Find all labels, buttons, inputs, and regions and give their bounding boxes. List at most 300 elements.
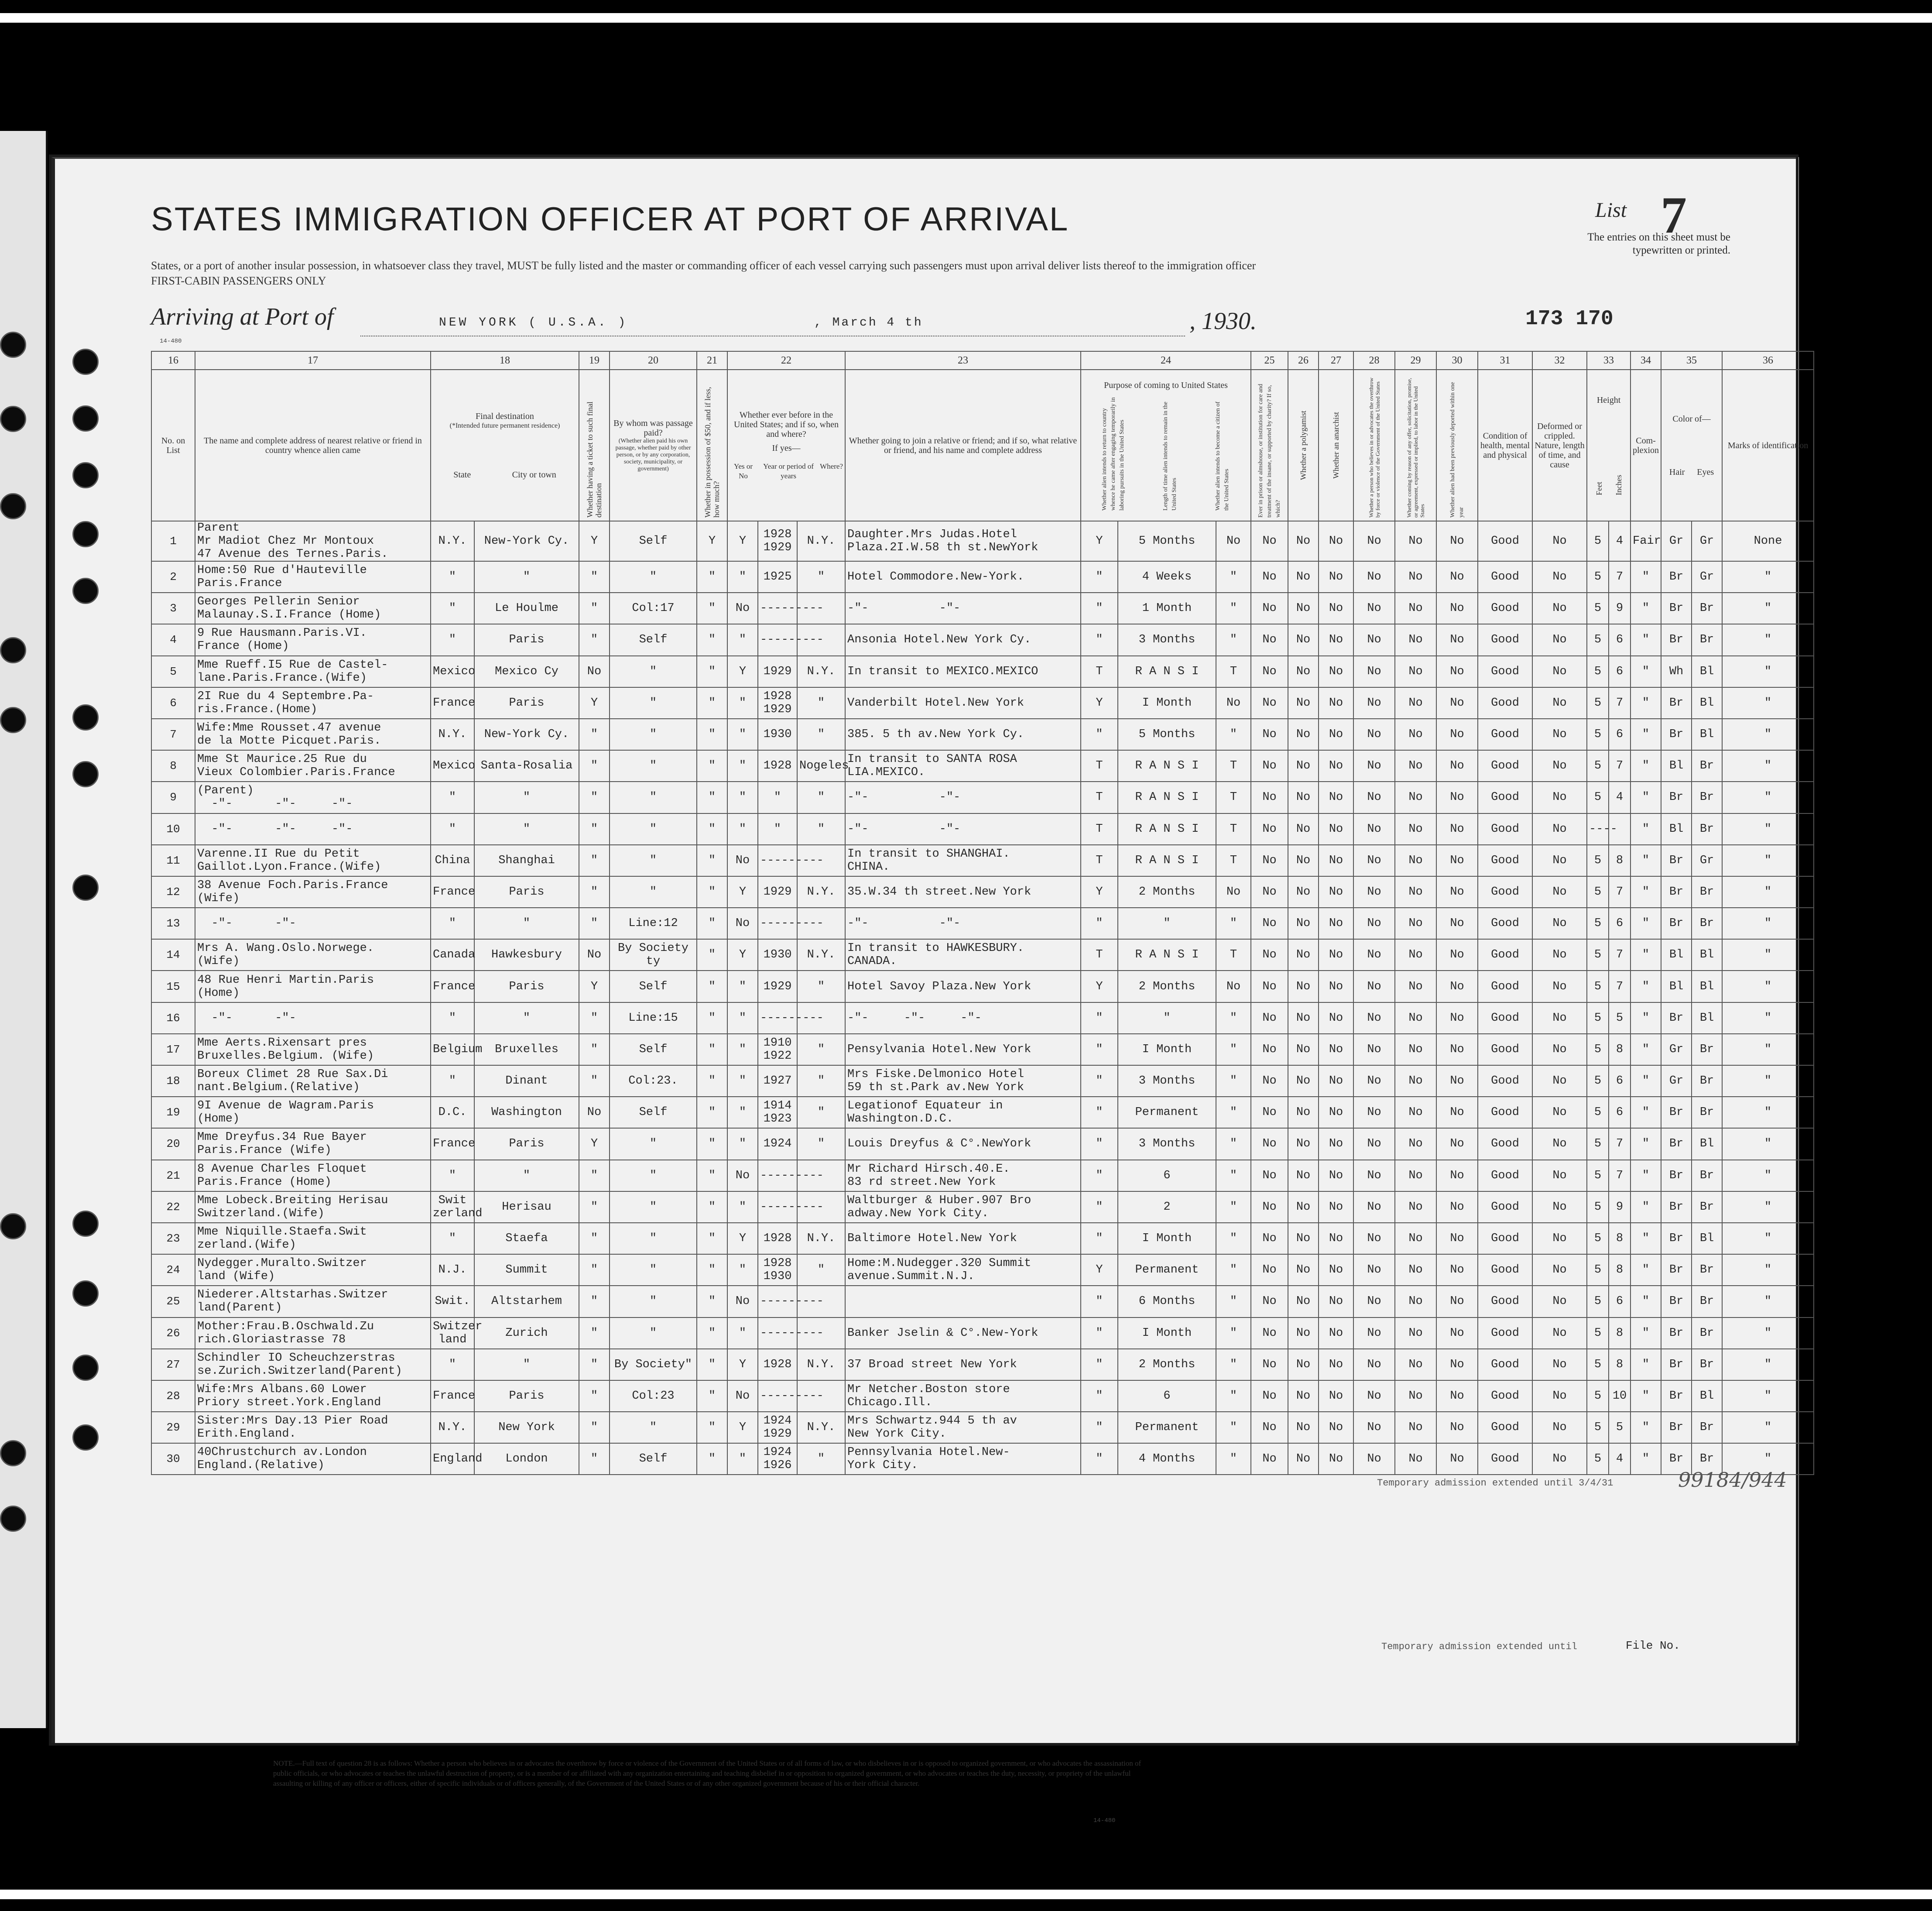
return: Y xyxy=(1081,521,1118,561)
before-years: 1929 xyxy=(758,656,797,687)
prison: No xyxy=(1251,845,1288,876)
labor-contract: No xyxy=(1395,876,1436,908)
prison: No xyxy=(1251,750,1288,782)
length-of-stay: 4 Months xyxy=(1118,1443,1216,1475)
deported: No xyxy=(1436,1412,1478,1443)
citizen: " xyxy=(1216,719,1251,750)
before-in-us: " xyxy=(727,1002,758,1034)
joining: Hotel Savoy Plaza.New York xyxy=(845,971,1081,1002)
height-feet: 5 xyxy=(1587,1097,1609,1128)
dest-city: London xyxy=(474,1443,579,1475)
table-row xyxy=(151,1002,1814,1034)
col-num: 23 xyxy=(845,351,1081,370)
col-num: 36 xyxy=(1722,351,1814,370)
anarchist: No xyxy=(1319,1412,1353,1443)
ticket: " xyxy=(579,782,610,813)
height-inches: 8 xyxy=(1609,1223,1631,1254)
overthrow: No xyxy=(1353,1254,1395,1286)
money: " xyxy=(697,1317,727,1349)
labor-contract: No xyxy=(1395,1443,1436,1475)
ticket: No xyxy=(579,939,610,971)
complexion: " xyxy=(1631,719,1661,750)
return: Y xyxy=(1081,971,1118,1002)
labor-contract: No xyxy=(1395,1286,1436,1317)
deformed: No xyxy=(1532,1191,1587,1223)
dest-state: Swit. xyxy=(431,1286,474,1317)
header-state: State xyxy=(453,470,471,480)
header-passage-paid-text: By whom was passage paid? xyxy=(613,418,693,438)
row-number: 24 xyxy=(151,1254,195,1286)
height-feet: 5 xyxy=(1587,687,1609,719)
prison: No xyxy=(1251,1412,1288,1443)
prison: No xyxy=(1251,1002,1288,1034)
marks: " xyxy=(1722,876,1814,908)
complexion: " xyxy=(1631,1412,1661,1443)
labor-contract: No xyxy=(1395,1412,1436,1443)
prison: No xyxy=(1251,1380,1288,1412)
punch-hole xyxy=(72,578,99,604)
ticket: Y xyxy=(579,1128,610,1160)
ticket: " xyxy=(579,593,610,624)
admission-stamp: Temporary admission extended until 3/4/31 xyxy=(1377,1478,1613,1489)
before-in-us: " xyxy=(727,750,758,782)
header-inches: Inches xyxy=(1614,475,1623,495)
health: Good xyxy=(1478,1223,1532,1254)
binder-hole xyxy=(0,1440,26,1466)
complexion: " xyxy=(1631,908,1661,939)
before-in-us: " xyxy=(727,687,758,719)
labor-contract: No xyxy=(1395,782,1436,813)
return: " xyxy=(1081,1065,1118,1097)
citizen: T xyxy=(1216,813,1251,845)
deformed: No xyxy=(1532,845,1587,876)
ticket: " xyxy=(579,1443,610,1475)
labor-contract: No xyxy=(1395,656,1436,687)
complexion: " xyxy=(1631,813,1661,845)
joining: Mr Netcher.Boston store Chicago.Ill. xyxy=(845,1380,1081,1412)
money: " xyxy=(697,813,727,845)
binder-hole xyxy=(0,707,26,733)
joining: Mr Richard Hirsch.40.E. 83 rd street.New York xyxy=(845,1160,1081,1191)
prison: No xyxy=(1251,813,1288,845)
marks: " xyxy=(1722,656,1814,687)
complexion: " xyxy=(1631,939,1661,971)
height-inches: 7 xyxy=(1609,939,1631,971)
header-money xyxy=(697,370,727,521)
labor-contract: No xyxy=(1395,1128,1436,1160)
before-years: 1925 xyxy=(758,561,797,593)
health: Good xyxy=(1478,561,1532,593)
eye-color: Bl xyxy=(1692,1223,1722,1254)
ticket: " xyxy=(579,1191,610,1223)
deported: No xyxy=(1436,750,1478,782)
length-of-stay: 3 Months xyxy=(1118,1128,1216,1160)
height-inches: 4 xyxy=(1609,782,1631,813)
polygamist: No xyxy=(1288,971,1319,1002)
return: T xyxy=(1081,939,1118,971)
instructions: States, or a port of another insular possession, in whatsoever class they travel, MUST be fully listed and the master or commanding officer of each vessel carrying such passengers must upon arrival deliver lists thereof to the immigration officer xyxy=(151,259,1256,272)
table-row xyxy=(151,813,1814,845)
col-num: 22 xyxy=(727,351,845,370)
before-in-us: " xyxy=(727,624,758,655)
header-feet: Feet xyxy=(1594,481,1603,495)
header-labor-text: Whether coming by reason of any offer, solicitation, promise, or agreement, expressed or implied, to labor in the United States xyxy=(1406,377,1426,518)
punch-hole xyxy=(72,1280,99,1307)
header-list-number: No. on List xyxy=(151,370,195,521)
health: Good xyxy=(1478,1443,1532,1475)
height-feet: 5 xyxy=(1587,1443,1609,1475)
before-where: N.Y. xyxy=(797,656,845,687)
prison: No xyxy=(1251,1254,1288,1286)
prison: No xyxy=(1251,1317,1288,1349)
polygamist: No xyxy=(1288,1034,1319,1065)
money: " xyxy=(697,719,727,750)
eye-color: Br xyxy=(1692,908,1722,939)
relative-address: 9I Avenue de Wagram.Paris (Home) xyxy=(195,1097,431,1128)
anarchist: No xyxy=(1319,593,1353,624)
citizen: T xyxy=(1216,656,1251,687)
money: " xyxy=(697,1380,727,1412)
complexion: Fair xyxy=(1631,521,1661,561)
deported: No xyxy=(1436,845,1478,876)
height-feet: 5 xyxy=(1587,1002,1609,1034)
header-prison-text: Ever in prison or almshouse, or institution for care and treatment of the insane, or supported by charity? If so, which? xyxy=(1257,384,1281,518)
complexion: " xyxy=(1631,1254,1661,1286)
table-row xyxy=(151,1380,1814,1412)
header-overthrow xyxy=(1353,370,1395,521)
dest-city: New-York Cy. xyxy=(474,719,579,750)
before-years: --------- xyxy=(758,1380,797,1412)
prison: No xyxy=(1251,1128,1288,1160)
money: " xyxy=(697,750,727,782)
height-inches: 8 xyxy=(1609,1317,1631,1349)
relative-address: 2I Rue du 4 Septembre.Pa- ris.France.(Home) xyxy=(195,687,431,719)
complexion: " xyxy=(1631,1286,1661,1317)
table-row xyxy=(151,971,1814,1002)
header-polygamist xyxy=(1288,370,1319,521)
marks: " xyxy=(1722,939,1814,971)
return: T xyxy=(1081,813,1118,845)
relative-address: 48 Rue Henri Martin.Paris (Home) xyxy=(195,971,431,1002)
typewritten-note: The entries on this sheet must be typewritten or printed. xyxy=(1587,231,1730,256)
relative-address: Schindler IO Scheuchzerstras se.Zurich.Switzerland(Parent) xyxy=(195,1349,431,1380)
joining: Ansonia Hotel.New York Cy. xyxy=(845,624,1081,655)
deformed: No xyxy=(1532,1349,1587,1380)
ticket: " xyxy=(579,1002,610,1034)
citizen: " xyxy=(1216,1002,1251,1034)
complexion: " xyxy=(1631,561,1661,593)
binder-hole xyxy=(0,406,26,432)
height-feet: ---- xyxy=(1587,813,1609,845)
row-number: 8 xyxy=(151,750,195,782)
deformed: No xyxy=(1532,1034,1587,1065)
hair-color: Gr xyxy=(1661,1065,1692,1097)
marks: " xyxy=(1722,813,1814,845)
money: " xyxy=(697,1034,727,1065)
row-number: 25 xyxy=(151,1286,195,1317)
dest-city: Summit xyxy=(474,1254,579,1286)
deported: No xyxy=(1436,624,1478,655)
labor-contract: No xyxy=(1395,687,1436,719)
deformed: No xyxy=(1532,971,1587,1002)
money: " xyxy=(697,1065,727,1097)
eye-color: Gr xyxy=(1692,561,1722,593)
arrival-year: , 1930. xyxy=(1189,308,1257,335)
polygamist: No xyxy=(1288,1317,1319,1349)
reference-number: 173 170 xyxy=(1525,307,1613,331)
marks: " xyxy=(1722,1160,1814,1191)
overthrow: No xyxy=(1353,908,1395,939)
hair-color: Gr xyxy=(1661,521,1692,561)
relative-address: Wife:Mrs Albans.60 Lower Priory street.York.England xyxy=(195,1380,431,1412)
before-in-us: " xyxy=(727,1317,758,1349)
dest-state: " xyxy=(431,561,474,593)
hair-color: Br xyxy=(1661,1286,1692,1317)
dest-state: Swit zerland xyxy=(431,1191,474,1223)
citizen: T xyxy=(1216,750,1251,782)
dest-city: Le Houlme xyxy=(474,593,579,624)
dest-city: Paris xyxy=(474,687,579,719)
passage-paid: " xyxy=(610,1412,697,1443)
eye-color: Bl xyxy=(1692,687,1722,719)
deported: No xyxy=(1436,656,1478,687)
deformed: No xyxy=(1532,521,1587,561)
table-row xyxy=(151,624,1814,655)
money: " xyxy=(697,1160,727,1191)
eye-color: Bl xyxy=(1692,971,1722,1002)
complexion: " xyxy=(1631,1002,1661,1034)
prison: No xyxy=(1251,908,1288,939)
height-inches: 6 xyxy=(1609,1097,1631,1128)
col-num: 35 xyxy=(1661,351,1722,370)
height-inches: 7 xyxy=(1609,561,1631,593)
eye-color: Br xyxy=(1692,813,1722,845)
relative-address: Niederer.Altstarhas.Switzer land(Parent) xyxy=(195,1286,431,1317)
height-inches: 8 xyxy=(1609,1034,1631,1065)
prison: No xyxy=(1251,1065,1288,1097)
anarchist: No xyxy=(1319,750,1353,782)
height-feet: 5 xyxy=(1587,1317,1609,1349)
hair-color: Bl xyxy=(1661,750,1692,782)
before-years: 1914 1923 xyxy=(758,1097,797,1128)
before-in-us: " xyxy=(727,1065,758,1097)
complexion: " xyxy=(1631,656,1661,687)
prison: No xyxy=(1251,561,1288,593)
anarchist: No xyxy=(1319,845,1353,876)
col-num: 34 xyxy=(1631,351,1661,370)
labor-contract: No xyxy=(1395,1191,1436,1223)
hair-color: Br xyxy=(1661,1254,1692,1286)
complexion: " xyxy=(1631,687,1661,719)
dest-state: France xyxy=(431,1380,474,1412)
anarchist: No xyxy=(1319,687,1353,719)
prison: No xyxy=(1251,521,1288,561)
return: " xyxy=(1081,1317,1118,1349)
dest-state: China xyxy=(431,845,474,876)
complexion: " xyxy=(1631,750,1661,782)
dest-state: N.J. xyxy=(431,1254,474,1286)
before-in-us: " xyxy=(727,1128,758,1160)
deformed: No xyxy=(1532,939,1587,971)
before-where: " xyxy=(797,813,845,845)
citizen: " xyxy=(1216,1443,1251,1475)
punch-hole xyxy=(72,405,99,432)
dest-state: D.C. xyxy=(431,1097,474,1128)
citizen: " xyxy=(1216,1286,1251,1317)
labor-contract: No xyxy=(1395,1002,1436,1034)
dest-city: " xyxy=(474,561,579,593)
prison: No xyxy=(1251,1097,1288,1128)
height-feet: 5 xyxy=(1587,908,1609,939)
complexion: " xyxy=(1631,1097,1661,1128)
return: " xyxy=(1081,1097,1118,1128)
ticket: Y xyxy=(579,521,610,561)
deported: No xyxy=(1436,719,1478,750)
money: Y xyxy=(697,521,727,561)
handwritten-file-number: 99184/944 xyxy=(1678,1468,1787,1492)
money: " xyxy=(697,1191,727,1223)
hair-color: Br xyxy=(1661,719,1692,750)
height-inches: 6 xyxy=(1609,656,1631,687)
citizen: T xyxy=(1216,845,1251,876)
deformed: No xyxy=(1532,624,1587,655)
before-where: " xyxy=(797,782,845,813)
ticket: " xyxy=(579,813,610,845)
polygamist: No xyxy=(1288,1254,1319,1286)
height-feet: 5 xyxy=(1587,1223,1609,1254)
deported: No xyxy=(1436,1065,1478,1097)
marks: " xyxy=(1722,1128,1814,1160)
labor-contract: No xyxy=(1395,561,1436,593)
deformed: No xyxy=(1532,719,1587,750)
before-where: " xyxy=(797,687,845,719)
health: Good xyxy=(1478,1317,1532,1349)
eye-color: Br xyxy=(1692,1065,1722,1097)
overthrow: No xyxy=(1353,1065,1395,1097)
row-number: 26 xyxy=(151,1317,195,1349)
marks: " xyxy=(1722,1065,1814,1097)
before-years: --------- xyxy=(758,1317,797,1349)
eye-color: Br xyxy=(1692,876,1722,908)
binder-hole xyxy=(0,637,26,663)
before-in-us: Y xyxy=(727,656,758,687)
polygamist: No xyxy=(1288,656,1319,687)
passage-paid: Line:15 xyxy=(610,1002,697,1034)
ticket: " xyxy=(579,1034,610,1065)
dest-city: Mexico Cy xyxy=(474,656,579,687)
prison: No xyxy=(1251,593,1288,624)
citizen: " xyxy=(1216,1254,1251,1286)
health: Good xyxy=(1478,593,1532,624)
prison: No xyxy=(1251,624,1288,655)
return: " xyxy=(1081,624,1118,655)
health: Good xyxy=(1478,813,1532,845)
complexion: " xyxy=(1631,1034,1661,1065)
anarchist: No xyxy=(1319,971,1353,1002)
row-number: 6 xyxy=(151,687,195,719)
passage-paid: " xyxy=(610,561,697,593)
col-num: 31 xyxy=(1478,351,1532,370)
joining: Legationof Equateur in Washington.D.C. xyxy=(845,1097,1081,1128)
height-inches: 8 xyxy=(1609,1349,1631,1380)
table-row xyxy=(151,1254,1814,1286)
marks: " xyxy=(1722,593,1814,624)
deformed: No xyxy=(1532,593,1587,624)
return: " xyxy=(1081,1412,1118,1443)
manifest-sheet xyxy=(51,157,1809,1824)
dest-city: " xyxy=(474,813,579,845)
before-where: " xyxy=(797,1128,845,1160)
before-in-us: No xyxy=(727,845,758,876)
eye-color: Br xyxy=(1692,1443,1722,1475)
deformed: No xyxy=(1532,1443,1587,1475)
height-feet: 5 xyxy=(1587,1065,1609,1097)
header-color-text: Color of— xyxy=(1672,414,1711,424)
polygamist: No xyxy=(1288,908,1319,939)
height-feet: 5 xyxy=(1587,1160,1609,1191)
labor-contract: No xyxy=(1395,1254,1436,1286)
citizen: " xyxy=(1216,1160,1251,1191)
passage-paid: Self xyxy=(610,1034,697,1065)
dest-state: France xyxy=(431,1128,474,1160)
polygamist: No xyxy=(1288,1065,1319,1097)
before-years: " xyxy=(758,813,797,845)
before-years: --------- xyxy=(758,624,797,655)
health: Good xyxy=(1478,1002,1532,1034)
before-where: N.Y. xyxy=(797,1349,845,1380)
ticket: " xyxy=(579,624,610,655)
length-of-stay: " xyxy=(1118,908,1216,939)
length-of-stay: 2 Months xyxy=(1118,876,1216,908)
relative-address: -"- -"- -"- xyxy=(195,813,431,845)
relative-address: Parent Mr Madiot Chez Mr Montoux 47 Avenue des Ternes.Paris. xyxy=(195,521,431,561)
labor-contract: No xyxy=(1395,939,1436,971)
before-years: 1928 xyxy=(758,1223,797,1254)
overthrow: No xyxy=(1353,1002,1395,1034)
before-where: Nogeles xyxy=(797,750,845,782)
joining: Daughter.Mrs Judas.Hotel Plaza.2I.W.58 th st.NewYork xyxy=(845,521,1081,561)
before-years: 1928 1929 xyxy=(758,687,797,719)
prison: No xyxy=(1251,939,1288,971)
ticket: " xyxy=(579,1223,610,1254)
hair-color: Br xyxy=(1661,1317,1692,1349)
header-deformed: Deformed or crippled. Nature, length of time, and cause xyxy=(1532,370,1587,521)
header-height-text: Height xyxy=(1596,395,1621,405)
marks: " xyxy=(1722,1002,1814,1034)
before-where: N.Y. xyxy=(797,1412,845,1443)
relative-address: Mme Niquille.Staefa.Swit zerland.(Wife) xyxy=(195,1223,431,1254)
table-row xyxy=(151,750,1814,782)
before-where: " xyxy=(797,1443,845,1475)
relative-address: Nydegger.Muralto.Switzer land (Wife) xyxy=(195,1254,431,1286)
citizen: " xyxy=(1216,1034,1251,1065)
eye-color: Bl xyxy=(1692,1380,1722,1412)
file-number-label: File No. xyxy=(1626,1639,1680,1652)
health: Good xyxy=(1478,1034,1532,1065)
eye-color: Br xyxy=(1692,624,1722,655)
overthrow: No xyxy=(1353,1443,1395,1475)
ticket: " xyxy=(579,1254,610,1286)
hair-color: Br xyxy=(1661,1097,1692,1128)
marks: " xyxy=(1722,561,1814,593)
height-inches: 7 xyxy=(1609,1128,1631,1160)
footnote: NOTE.—Full text of question 28 is as follows: Whether a person who believes in or advocates the overthrow by force or violence of the Government of the United States or of all forms of law, or who disbelieves in or is opposed to organized government, or who advocates the assassination of public officials, or who advocates or teaches the unlawful destruction of property, or is a member of or affiliated with any organization entertaining and teaching disbelief in or opposition to organized government, or who advocates or teaches the duty, necessity, or propriety of the unlawful assaulting or killing of any officer or officers, either of specific individuals or of officers generally, of the Government of the United States or of any other organized government because of his or their official character. xyxy=(273,1759,1141,1787)
dest-city: New-York Cy. xyxy=(474,521,579,561)
before-years: 1924 1929 xyxy=(758,1412,797,1443)
table-row xyxy=(151,845,1814,876)
punch-hole xyxy=(72,462,99,488)
height-inches: 9 xyxy=(1609,1191,1631,1223)
